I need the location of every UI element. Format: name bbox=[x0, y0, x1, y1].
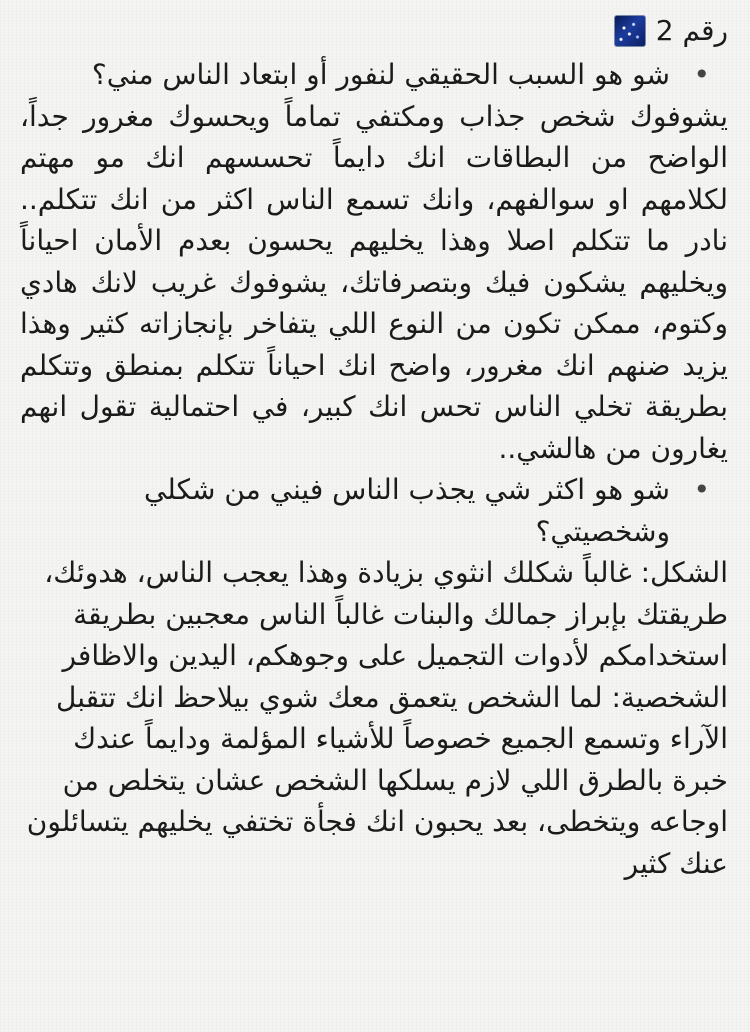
heading-row bbox=[20, 8, 728, 54]
question-1: • شو هو السبب الحقيقي لنفور أو ابتعاد الناس مني؟ bbox=[20, 54, 728, 96]
answer-2-looks: الشكل: غالباً شكلك انثوي بزيادة وهذا يعجب الناس، هدوئك، طريقتك بإبراز جمالك والبنات غالباً الناس معجبين بطريقة استخدامكم لأدوات التجميل على وجوهكم، اليدين والاظافر bbox=[44, 556, 728, 672]
question-2: • شو هو اكثر شي يجذب الناس فيني من شكلي وشخصيتي؟ bbox=[20, 469, 728, 552]
heading-title: رقم 2 bbox=[655, 14, 728, 48]
answer-2-personality: الشخصية: لما الشخص يتعمق معك شوي بيلاحظ انك تتقبل الآراء وتسمع الجميع خصوصاً للأشياء المؤلمة ودايماً عندك خبرة بالطرق اللي لازم يسلكها الشخص عشان يتخلص من اوجاعه ويتخطى، بعد يحبون انك فجأة تختفي يخليهم يتسائلون عنك كثير bbox=[26, 680, 728, 880]
answer-1: يشوفوك شخص جذاب ومكتفي تماماً ويحسوك مغرور جداً، الواضح من البطاقات انك دايماً تحسسهم انك مو مهتم لكلامهم او سوالفهم، وانك تسمع الناس اكثر من انك تتكلم.. نادر ما تتكلم اصلا وهذا يخليهم يحسون بعدم الأمان احياناً ويخليهم يشكون فيك وبتصرفاتك، يشوفوك غريب لانك هادي وكتوم، ممكن تكون من النوع اللي يتفاخر بإنجازاته كثير وهذا يزيد ضنهم انك مغرور، واضح انك احياناً تتكلم بمنطق وتتكلم بطريقة تخلي الناس تحس انك كبير، في احتمالية تقول انهم يغارون من هالشي.. bbox=[20, 99, 728, 465]
galaxy-thumbnail-icon bbox=[614, 15, 646, 47]
